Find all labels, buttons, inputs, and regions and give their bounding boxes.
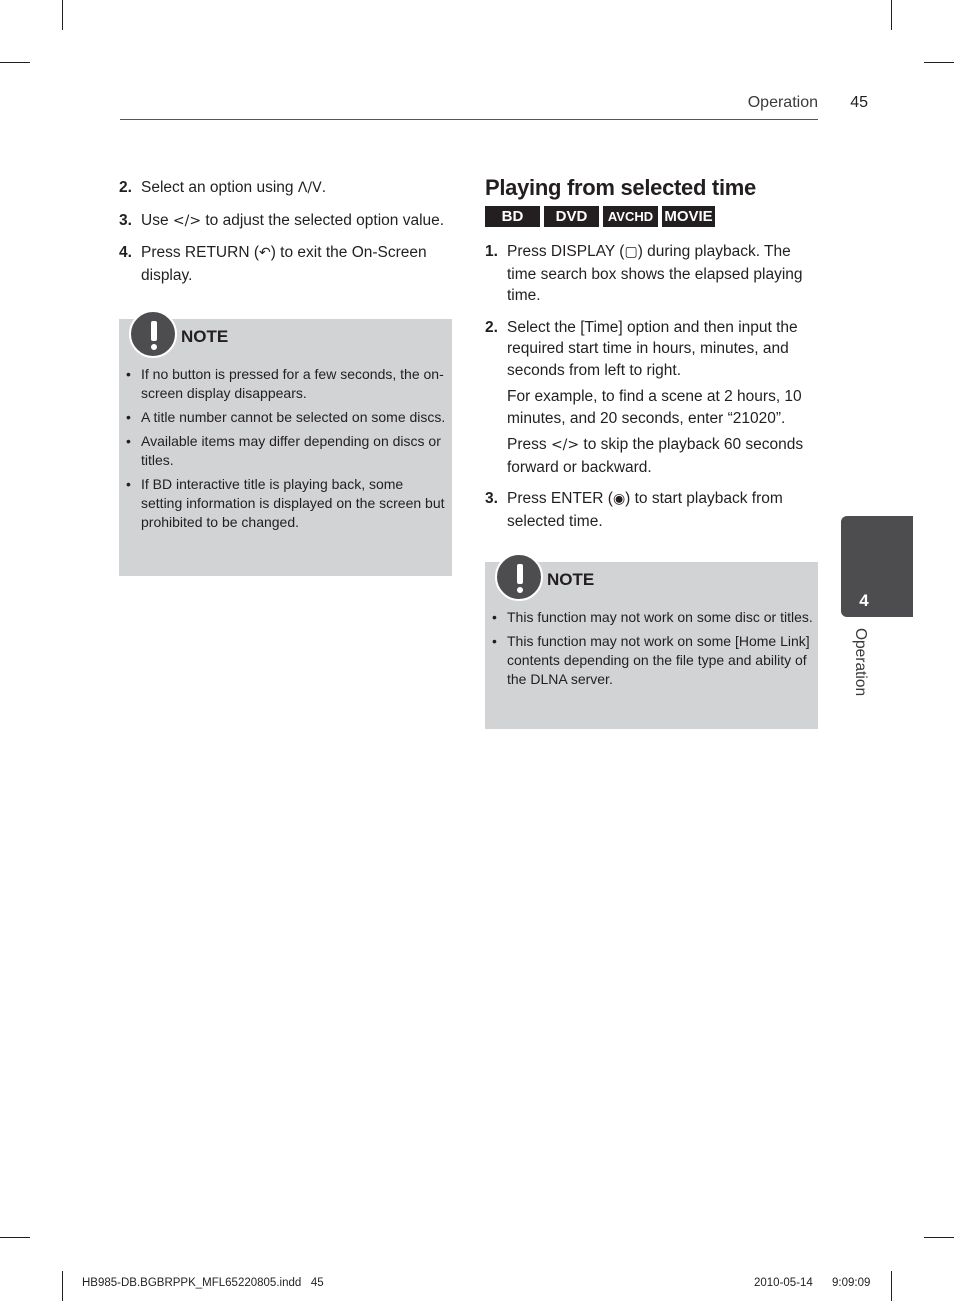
step-item xyxy=(485,488,818,532)
left-column xyxy=(119,177,454,296)
step-number: 3. xyxy=(485,490,498,507)
badge-avchd: AVCHD xyxy=(603,206,658,227)
note-exclamation-icon xyxy=(129,310,177,358)
step-item xyxy=(485,241,818,307)
note-box xyxy=(119,319,452,576)
crop-mark xyxy=(62,0,63,30)
step-text: Select the [Time] option and then input the required start time in hours, minutes, and seconds from left to right. xyxy=(507,318,798,379)
badge-movie: MOVIE xyxy=(662,206,715,227)
step-tip: Press </> to skip the playback 60 seconds forward or backward. xyxy=(507,436,804,476)
step-number: 3. xyxy=(119,211,132,229)
chapter-number: 4 xyxy=(859,591,869,610)
step-number: 2. xyxy=(119,179,132,196)
note-list xyxy=(485,608,818,694)
left-right-arrows-icon: </> xyxy=(172,212,202,229)
crop-mark xyxy=(0,1237,30,1238)
note-label: NOTE xyxy=(181,327,229,346)
note-item: • Available items may differ depending on discs or titles. xyxy=(126,433,441,468)
section-title: Playing from selected time xyxy=(485,175,756,200)
step-text: Press RETURN (↶) to exit the On-Screen display. xyxy=(141,244,427,284)
step-item xyxy=(119,177,454,200)
step-item xyxy=(119,210,454,233)
note-label: NOTE xyxy=(547,570,595,589)
step-number: 2. xyxy=(485,318,498,336)
left-right-arrows-icon: </> xyxy=(550,437,580,453)
step-item xyxy=(119,242,454,286)
step-example: For example, to find a scene at 2 hours, 10 minutes, and 20 seconds, enter “21020”. xyxy=(507,388,802,427)
note-item: • If no button is pressed for a few seconds, the on-screen display disappears. xyxy=(126,366,444,401)
header-section-title: Operation xyxy=(747,94,818,111)
page-header xyxy=(120,92,870,120)
enter-icon: ◉ xyxy=(612,491,626,507)
note-box xyxy=(485,562,818,729)
crop-mark xyxy=(924,1237,954,1238)
note-list xyxy=(119,365,452,537)
step-text: Press ENTER (◉) to start playback from selected time. xyxy=(507,490,783,530)
crop-mark xyxy=(891,1271,892,1301)
page-number: 45 xyxy=(850,94,868,111)
note-exclamation-icon xyxy=(495,553,543,601)
return-icon: ↶ xyxy=(258,245,271,261)
note-item: • A title number cannot be selected on some discs. xyxy=(126,409,446,425)
badge-dvd: DVD xyxy=(544,206,599,227)
crop-mark xyxy=(62,1271,63,1301)
crop-mark xyxy=(0,62,30,63)
crop-mark xyxy=(924,62,954,63)
media-badges xyxy=(485,206,818,227)
footer-file-info: HB985-DB.BGBRPPK_MFL65220805.indd 45 xyxy=(82,1277,324,1289)
step-text: Select an option using Λ/V. xyxy=(141,179,327,196)
up-down-arrows-icon: Λ/V xyxy=(297,180,322,196)
right-column xyxy=(485,175,818,542)
header-rule xyxy=(120,119,818,120)
note-item: • If BD interactive title is playing back, some setting information is displayed on the screen but prohibited to be changed. xyxy=(126,476,445,530)
step-number: 4. xyxy=(119,244,132,261)
chapter-label: Operation xyxy=(852,628,869,697)
step-text: Use </> to adjust the selected option value. xyxy=(141,211,445,229)
note-item: • This function may not work on some disc or titles. xyxy=(492,609,813,625)
badge-bd: BD xyxy=(485,206,540,227)
crop-mark xyxy=(891,0,892,30)
step-item xyxy=(485,317,818,479)
footer-date-info: 2010-05-14 9:09:09 xyxy=(754,1277,871,1289)
step-number: 1. xyxy=(485,243,498,260)
note-item: • This function may not work on some [Home Link] contents depending on the file type and ability of the DLNA server. xyxy=(492,633,810,687)
step-text: Press DISPLAY (▢) during playback. The time search box shows the elapsed playing time. xyxy=(507,243,803,304)
display-icon: ▢ xyxy=(624,244,638,260)
chapter-tab xyxy=(841,516,913,617)
